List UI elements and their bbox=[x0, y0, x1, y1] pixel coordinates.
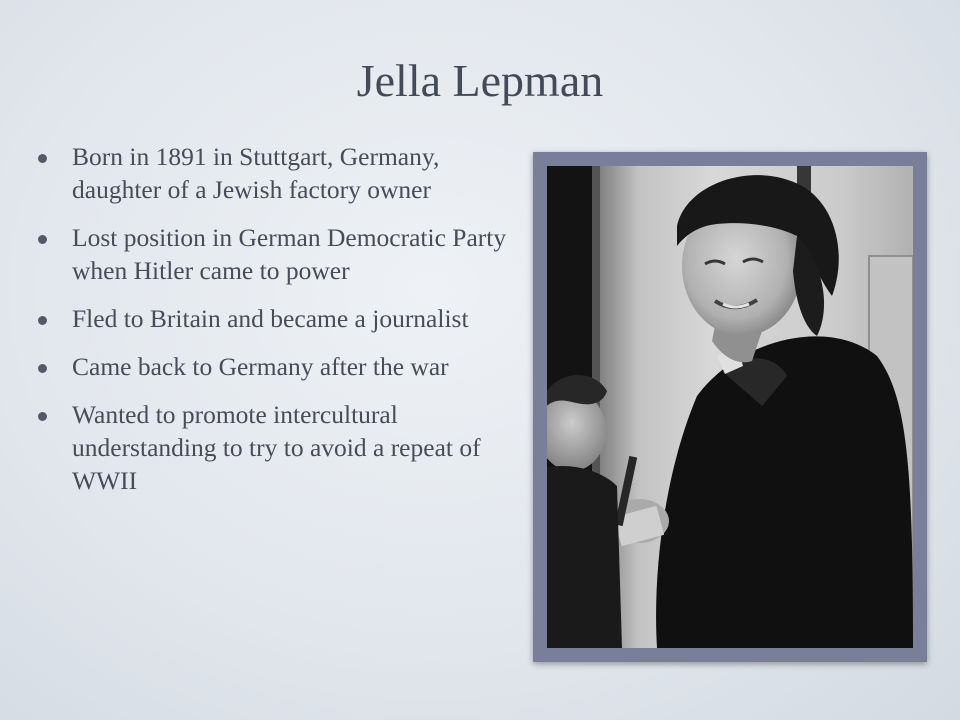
bullet-item bbox=[38, 302, 508, 335]
bullet-text: Fled to Britain and became a journalist bbox=[72, 304, 469, 333]
bullet-text: Born in 1891 in Stuttgart, Germany, daughter of a Jewish factory owner bbox=[72, 142, 440, 204]
bullet-text: Came back to Germany after the war bbox=[72, 352, 449, 381]
bullet-dot-icon bbox=[38, 412, 47, 421]
bullet-item bbox=[38, 398, 508, 497]
bullet-dot-icon bbox=[38, 316, 47, 325]
photo-frame bbox=[533, 152, 927, 662]
bullet-dot-icon bbox=[38, 154, 47, 163]
bullet-dot-icon bbox=[38, 364, 47, 373]
bullet-item bbox=[38, 221, 508, 287]
bullet-text: Wanted to promote intercultural understanding to try to avoid a repeat of WWII bbox=[72, 400, 481, 495]
bullet-item bbox=[38, 140, 508, 206]
bullet-item bbox=[38, 350, 508, 383]
slide-title: Jella Lepman bbox=[356, 55, 604, 106]
portrait-illustration bbox=[547, 166, 913, 648]
portrait-photo bbox=[547, 166, 913, 648]
bullet-text: Lost position in German Democratic Party when Hitler came to power bbox=[72, 223, 507, 285]
bullet-list bbox=[38, 140, 508, 512]
bullet-dot-icon bbox=[38, 235, 47, 244]
